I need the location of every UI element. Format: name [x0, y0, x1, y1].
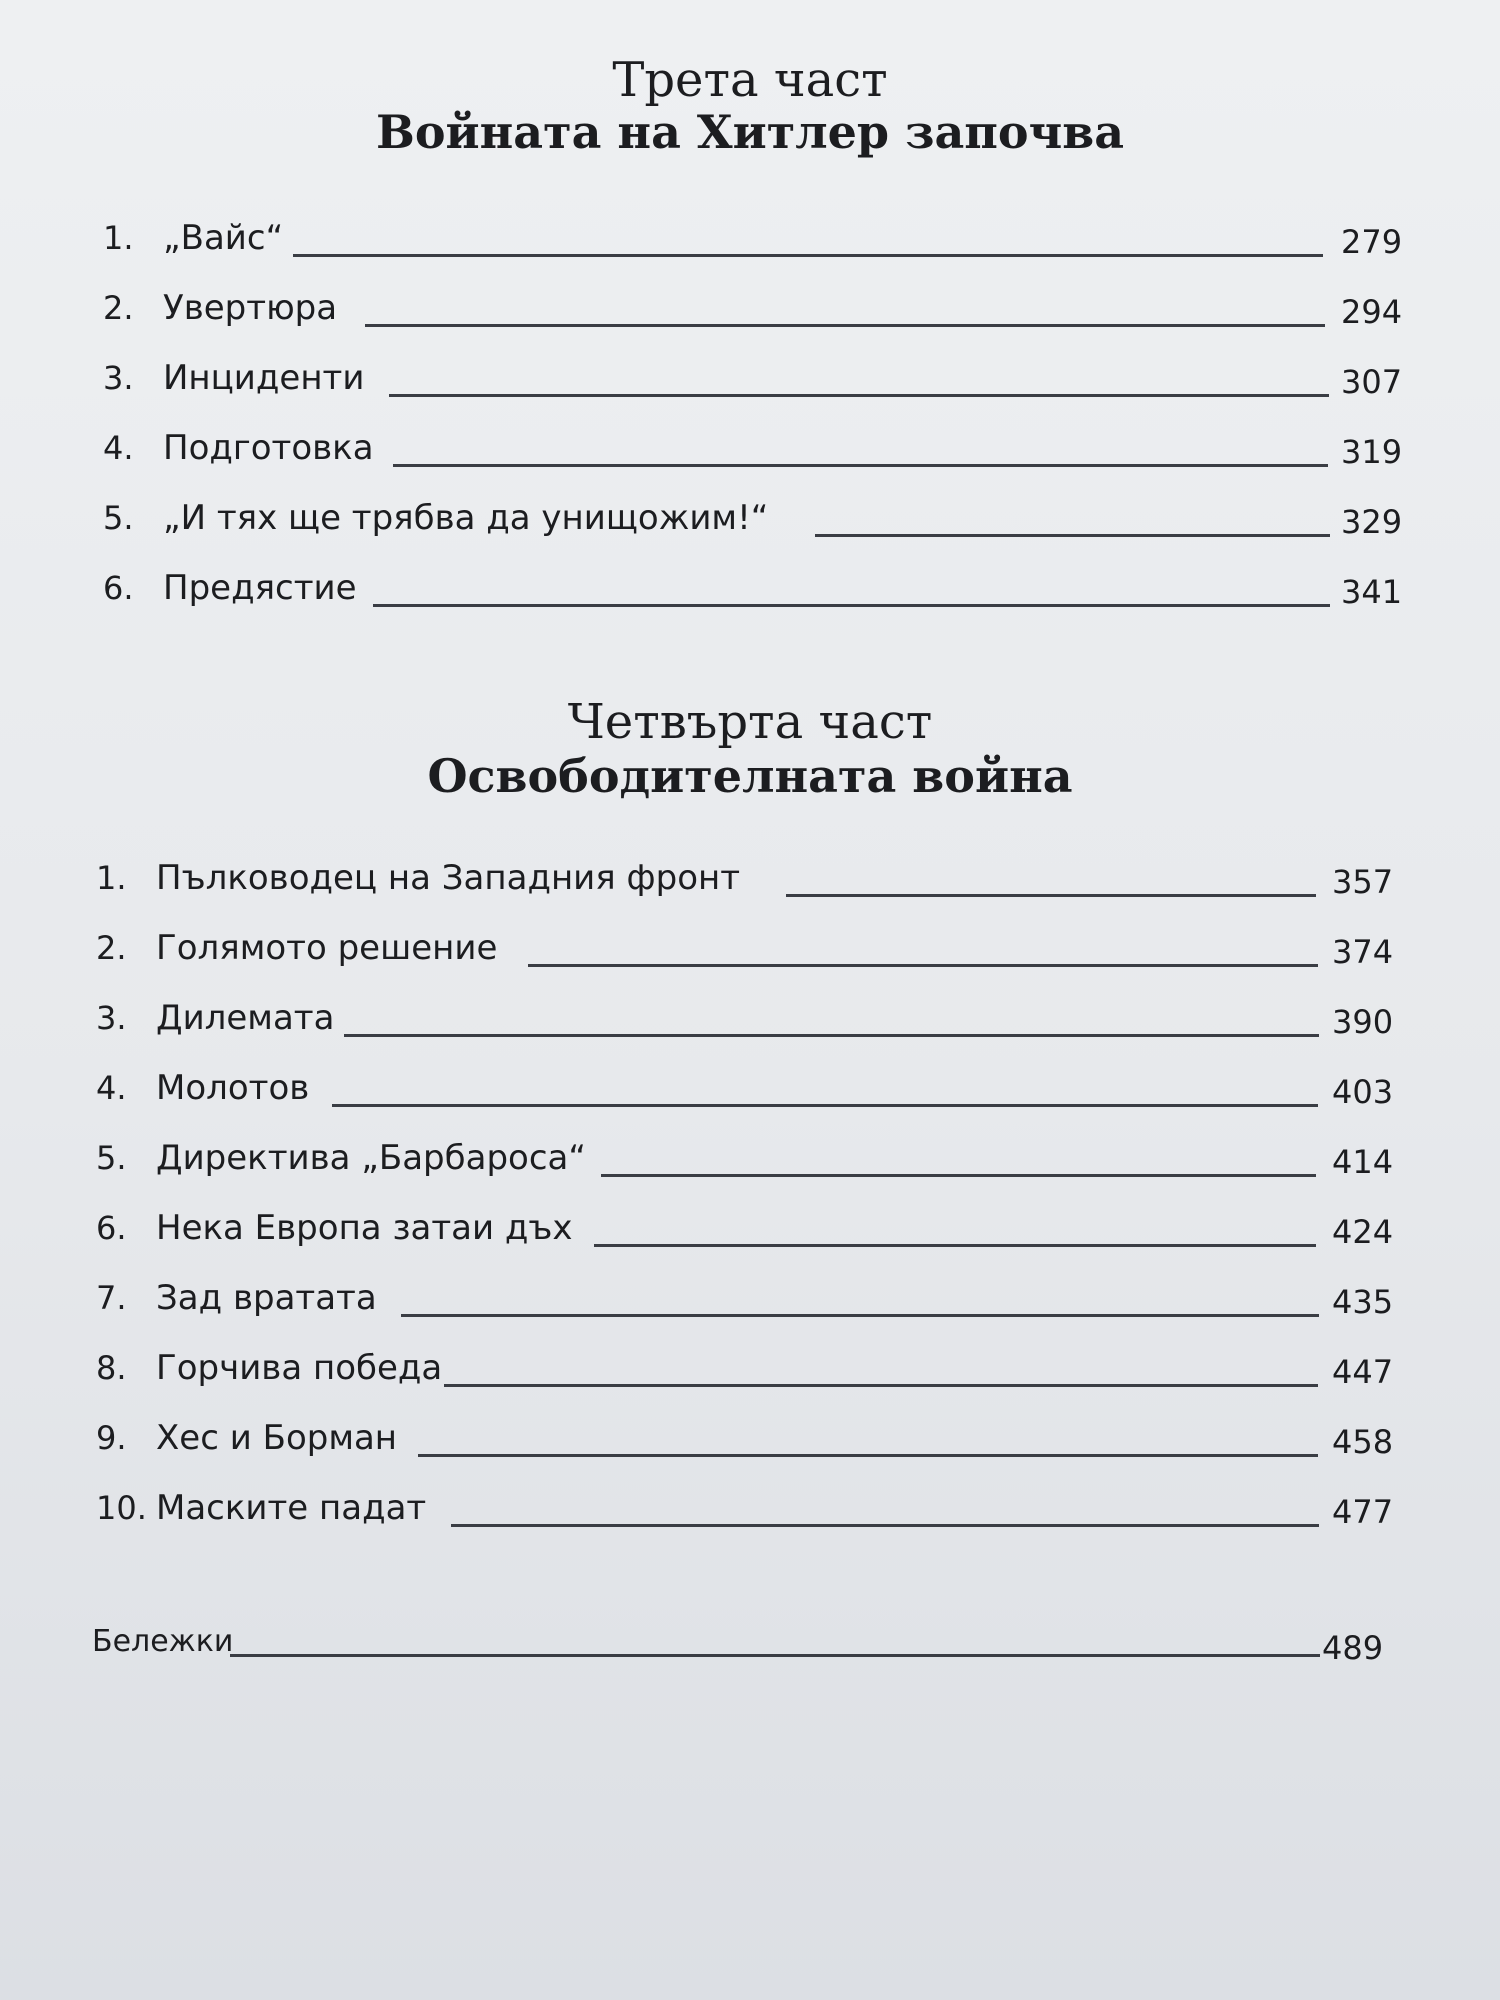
entry-number: 4.: [103, 429, 134, 467]
toc-entry-notes[interactable]: [92, 1620, 1392, 1668]
entry-title: Хес и Борман: [156, 1418, 398, 1458]
entry-page: 424: [1332, 1213, 1394, 1251]
entry-number: 6.: [103, 569, 134, 607]
entry-title: Голямото решение: [156, 928, 498, 968]
toc-entry[interactable]: [103, 356, 1403, 404]
entry-title: Маските падат: [156, 1488, 427, 1528]
dot-leader: [389, 394, 1329, 397]
entry-page: 341: [1341, 573, 1403, 611]
dot-leader: [293, 254, 1323, 257]
dot-leader: [365, 324, 1325, 327]
entry-title: Дилемата: [156, 998, 335, 1038]
entry-title: Увертюра: [163, 288, 338, 328]
part-4-title: Освободителната война: [427, 749, 1073, 803]
part-3-title: Войната на Хитлер започва: [375, 105, 1125, 159]
entry-title: Подготовка: [163, 428, 374, 468]
entry-number: 8.: [96, 1349, 127, 1387]
entry-page: 374: [1332, 933, 1394, 971]
entry-page: 447: [1332, 1353, 1394, 1391]
entry-page: 294: [1341, 293, 1403, 331]
toc-entry[interactable]: [103, 496, 1403, 544]
toc-entry[interactable]: [96, 1416, 1396, 1464]
entry-title: Горчива победа: [156, 1348, 443, 1388]
dot-leader: [594, 1244, 1316, 1247]
entry-page: 435: [1332, 1283, 1394, 1321]
toc-entry[interactable]: [103, 426, 1403, 474]
entry-title: Директива „Барбароса“: [156, 1138, 586, 1178]
entry-page: 319: [1341, 433, 1403, 471]
toc-entry[interactable]: [103, 216, 1403, 264]
entry-number: 1.: [103, 219, 134, 257]
dot-leader: [601, 1174, 1316, 1177]
entry-page: 414: [1332, 1143, 1394, 1181]
notes-page: 489: [1322, 1629, 1384, 1667]
entry-number: 2.: [103, 289, 134, 327]
entry-page: 390: [1332, 1003, 1394, 1041]
toc-entry[interactable]: [96, 1206, 1396, 1254]
entry-number: 2.: [96, 929, 127, 967]
dot-leader: [344, 1034, 1319, 1037]
entry-number: 9.: [96, 1419, 127, 1457]
entry-number: 7.: [96, 1279, 127, 1317]
notes-title: Бележки: [92, 1624, 234, 1659]
dot-leader: [230, 1654, 1320, 1657]
toc-entry[interactable]: [96, 996, 1396, 1044]
entry-page: 477: [1332, 1493, 1394, 1531]
part-3-label: Трета част: [612, 52, 888, 108]
toc-entry[interactable]: [96, 1276, 1396, 1324]
entry-title: Пълководец на Западния фронт: [156, 858, 741, 898]
dot-leader: [444, 1384, 1318, 1387]
toc-entry[interactable]: [96, 856, 1396, 904]
entry-number: 5.: [96, 1139, 127, 1177]
entry-title: Нека Европа затаи дъх: [156, 1208, 573, 1248]
entry-title: Инциденти: [163, 358, 365, 398]
entry-page: 458: [1332, 1423, 1394, 1461]
entry-number: 3.: [103, 359, 134, 397]
entry-title: Молотов: [156, 1068, 310, 1108]
entry-title: „И тях ще трябва да унищожим!“: [163, 498, 769, 538]
entry-title: Предястие: [163, 568, 357, 608]
entry-page: 279: [1341, 223, 1403, 261]
entry-number: 10.: [96, 1489, 147, 1527]
dot-leader: [528, 964, 1318, 967]
entry-page: 329: [1341, 503, 1403, 541]
dot-leader: [451, 1524, 1319, 1527]
toc-entry[interactable]: [96, 1136, 1396, 1184]
dot-leader: [786, 894, 1316, 897]
entry-title: „Вайс“: [163, 218, 284, 258]
entry-page: 403: [1332, 1073, 1394, 1111]
dot-leader: [401, 1314, 1319, 1317]
toc-entry[interactable]: [96, 1486, 1396, 1534]
dot-leader: [332, 1104, 1318, 1107]
entry-number: 5.: [103, 499, 134, 537]
toc-entry[interactable]: [103, 286, 1403, 334]
entry-title: Зад вратата: [156, 1278, 377, 1318]
toc-entry[interactable]: [96, 1346, 1396, 1394]
entry-number: 1.: [96, 859, 127, 897]
toc-entry[interactable]: [103, 566, 1403, 614]
dot-leader: [815, 534, 1330, 537]
toc-entry[interactable]: [96, 926, 1396, 974]
entry-number: 6.: [96, 1209, 127, 1247]
dot-leader: [418, 1454, 1318, 1457]
dot-leader: [373, 604, 1330, 607]
dot-leader: [393, 464, 1328, 467]
part-4-label: Четвърта част: [567, 694, 933, 750]
entry-page: 307: [1341, 363, 1403, 401]
entry-number: 3.: [96, 999, 127, 1037]
toc-entry[interactable]: [96, 1066, 1396, 1114]
entry-number: 4.: [96, 1069, 127, 1107]
entry-page: 357: [1332, 863, 1394, 901]
